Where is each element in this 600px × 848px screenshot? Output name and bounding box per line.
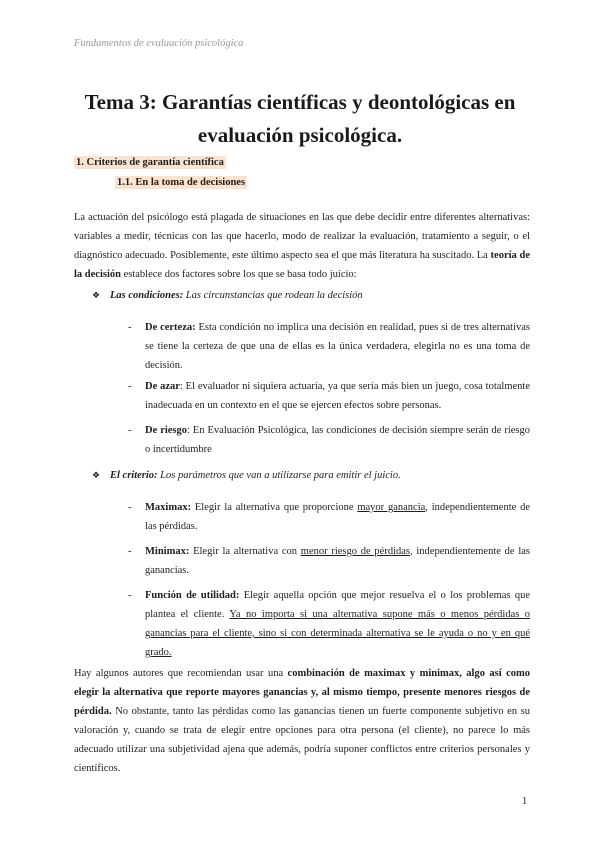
- underlined-text: Ya no importa si una alternativa supone más o menos pérdidas o ganancias para el cliente, sino si con determinada alternativa se le ayuda o no y en qué grado.: [145, 609, 530, 658]
- conditions-desc: Las circunstancias que rodean la decisión: [183, 290, 363, 301]
- item-text: , independientemente de las pérdidas.: [145, 502, 530, 532]
- dash-marker: -: [128, 590, 132, 601]
- underlined-text: menor riesgo de pérdidas: [300, 546, 410, 557]
- subsection-heading: 1.1. En la toma de decisiones: [117, 177, 246, 188]
- bullet-conditions: [92, 286, 363, 306]
- underlined-text: mayor ganancia: [357, 502, 426, 513]
- dash-marker: -: [128, 381, 132, 392]
- list-item: [128, 498, 530, 536]
- dash-marker: -: [128, 425, 132, 436]
- item-text: Elegir la alternativa que proporcione: [191, 502, 358, 513]
- closing-tail: No obstante, tanto las pérdidas como las ganancias tienen un fuerte componente subjetivo en su valoración y, cuando se trata de elegir entre opciones para otra persona (el cliente), no parece lo más adecuado utilizar una subjetividad ajena que además, podría suponer conflictos entre criterios personales y científicos.: [74, 706, 530, 774]
- item-text: Elegir aquella opción que mejor resuelva el o los problemas que plantea el cliente.: [145, 590, 530, 620]
- list-item: [128, 318, 530, 375]
- intro-bold: teoría de la decisión: [74, 250, 530, 280]
- item-text: Esta condición no implica una decisión en realidad, pues si de tres alternativas se tiene la certeza de que una de ellas es la única verdadera, elegirla no es una toma de decisión.: [145, 322, 531, 371]
- closing-bold: combinación de maximax y minimax, algo así como elegir la alternativa que reporte mayores ganancias y, al mismo tiempo, presente menores riesgos de pérdida.: [74, 668, 530, 717]
- item-text: Elegir la alternativa con: [189, 546, 301, 557]
- list-item: [128, 542, 530, 580]
- conditions-label: Las condiciones:: [110, 290, 184, 301]
- item-text: , independientemente de las ganancias.: [145, 546, 530, 576]
- list-item: [128, 377, 530, 415]
- list-item: [128, 421, 530, 459]
- item-term: De certeza:: [145, 322, 196, 333]
- item-text: : En Evaluación Psicológica, las condiciones de decisión siempre serán de riesgo o incertidumbre: [145, 425, 530, 455]
- intro-paragraph: [74, 208, 530, 284]
- list-item: [128, 586, 530, 662]
- page-title: Tema 3: Garantías científicas y deontológicas en evaluación psicológica.: [84, 90, 516, 147]
- item-text: : El evaluador ni siquiera actuaría, ya que sería más bien un juego, cosa totalmente inadecuada en un contexto en el que se ejercen efectos sobre personas.: [145, 381, 530, 411]
- criterion-desc: Los parámetros que van a utilizarse para emitir el juicio.: [157, 470, 401, 481]
- closing-paragraph: [74, 664, 530, 778]
- running-header: Fundamentos de evaluación psicológica: [74, 38, 244, 49]
- intro-text: La actuación del psicólogo está plagada de situaciones en las que debe decidir entre diferentes alternativas: variables a medir, técnicas con las que hacerlo, modo de realizar la evaluación, tratamiento a seguir, o el diagnóstico adecuado. Posiblemente, este último aspecto sea el que más literatura ha suscitado. La: [74, 212, 530, 261]
- item-term: Función de utilidad:: [145, 590, 240, 601]
- item-term: De riesgo: [145, 425, 188, 436]
- dash-marker: -: [128, 502, 132, 513]
- dash-marker: -: [128, 546, 132, 557]
- diamond-bullet-icon: ❖: [92, 291, 101, 301]
- item-term: Minimax:: [145, 546, 190, 557]
- closing-text: Hay algunos autores que recomiendan usar una: [74, 668, 288, 679]
- intro-tail: establece dos factores sobre los que se basa todo juicio:: [120, 269, 357, 280]
- page-number: 1: [522, 796, 528, 807]
- item-term: De azar: [145, 381, 180, 392]
- item-term: Maximax:: [145, 502, 192, 513]
- diamond-bullet-icon: ❖: [92, 471, 101, 481]
- criterion-label: El criterio:: [110, 470, 158, 481]
- dash-marker: -: [128, 322, 132, 333]
- section-heading: 1. Criterios de garantía científica: [76, 157, 224, 168]
- bullet-criterion: [92, 466, 401, 486]
